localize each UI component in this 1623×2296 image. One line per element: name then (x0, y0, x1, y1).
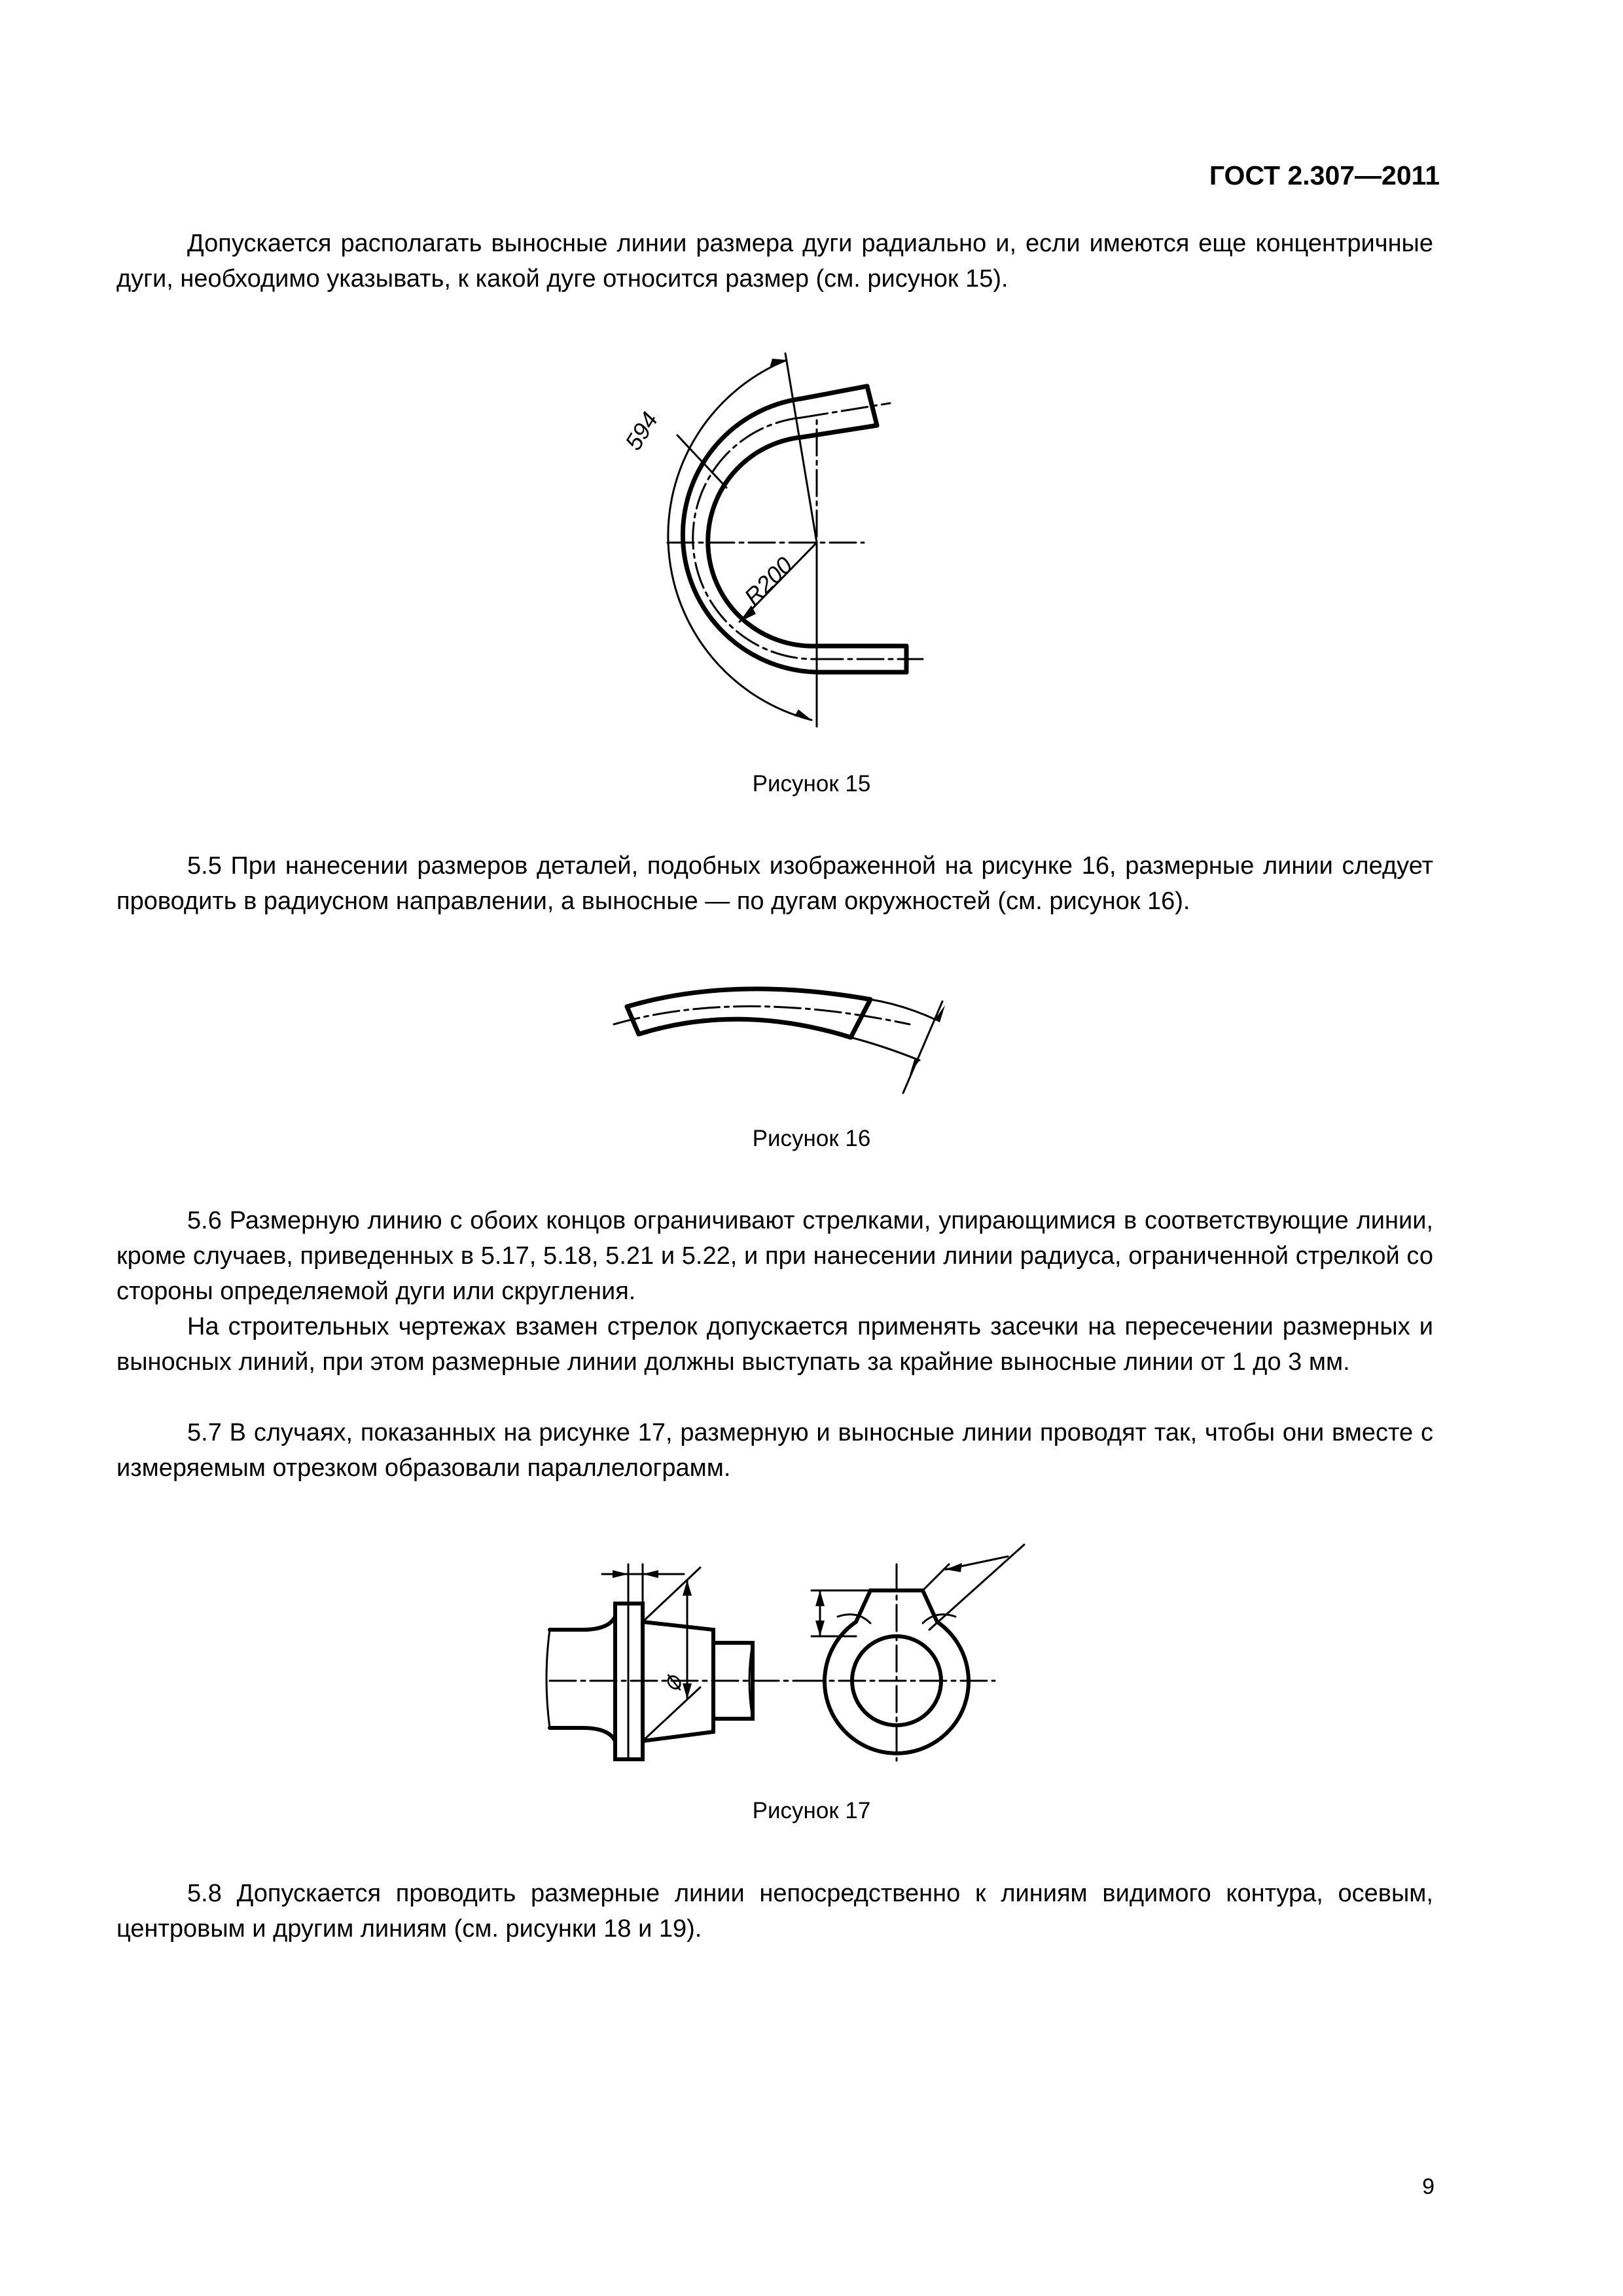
figure-16 (602, 962, 969, 1119)
figure-16-caption: Рисунок 16 (752, 1126, 871, 1151)
paragraph-5-5: 5.5 При нанесении размеров деталей, подобных изображенной на рисунке 16, размерные линии следует проводить в радиусном направлении, а выносные — по дугам окружностей (см. рисунок 16). (116, 852, 1433, 915)
figure-16-drawing (602, 962, 969, 1119)
paragraph-concentric-arcs: Допускается располагать выносные линии размера дуги радиально и, если имеются еще концентричные дуги, необходимо указывать, к какой дуге относится размер (см. рисунок 15). (116, 230, 1433, 293)
paragraph-5-8: 5.8 Допускается проводить размерные линии непосредственно к линиям видимого контура, осевым, центровым и другим линиям (см. рисунки 18 и 19). (116, 1880, 1433, 1943)
paragraph-5-6: 5.6 Размерную линию с обоих концов ограничивают стрелками, упирающимися в соответствующие линии, кроме случаев, приведенных в 5.17, 5.18, 5.21 и 5.22, и при нанесении линии радиуса, ограниченной стрелкой со стороны определяемой дуги или скругления. (116, 1207, 1433, 1305)
figure-17-caption: Рисунок 17 (752, 1798, 871, 1823)
figure-15-caption: Рисунок 15 (752, 771, 871, 797)
paragraph-5-7: 5.7 В случаях, показанных на рисунке 17, размерную и выносные линии проводят так, чтобы они вместе с измеряемым отрезком образовали параллелограмм. (116, 1419, 1433, 1482)
figure-17-drawing (530, 1538, 1093, 1774)
figure-15 (576, 340, 995, 746)
figure-15-drawing (576, 340, 995, 746)
radius-label: R200 (738, 551, 798, 611)
page-number: 9 (1422, 2174, 1435, 2199)
paragraph-construction-drawings: На строительных чертежах взамен стрелок допускается применять засечки на пересечении размерных и выносных линий, при этом размерные линии должны выступать за крайние выносные линии от 1 до 3 мм. (116, 1313, 1433, 1376)
figure-17 (530, 1538, 1093, 1774)
document-code: ГОСТ 2.307—2011 (1209, 160, 1440, 190)
arc-length-label: 594 (619, 407, 664, 455)
diameter-symbol: ⌀ (658, 1676, 687, 1692)
